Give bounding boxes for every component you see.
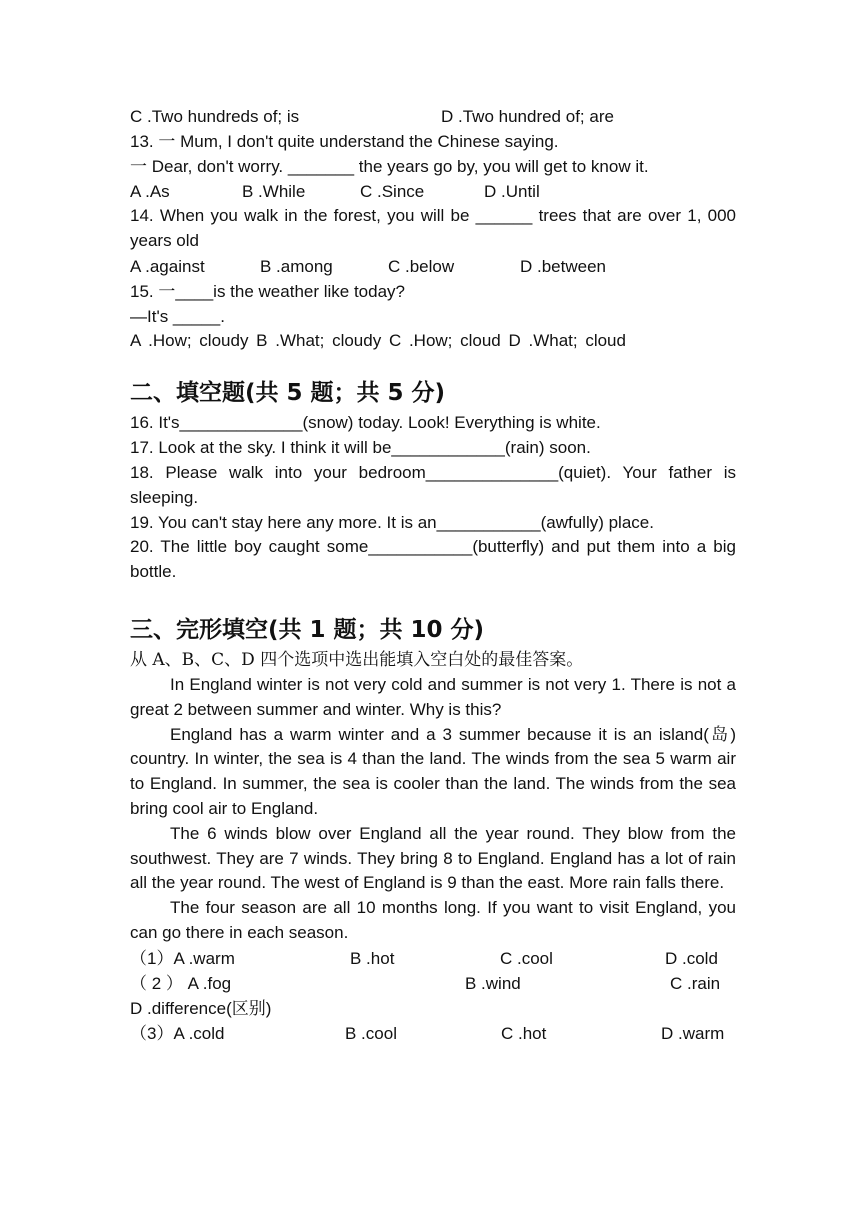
cloze-q3-option-b: B .cool: [345, 1023, 397, 1043]
cloze-q3-options: [130, 1021, 736, 1046]
q13-option-a: A .As: [130, 182, 170, 201]
q13-question: 13. 一 Mum, I don't quite understand the Chinese saying.: [130, 132, 559, 151]
cloze-q1-option-a: （1）A .warm: [130, 948, 235, 968]
q13-option-d: D .Until: [484, 182, 540, 201]
q19: 19. You can't stay here any more. It is an___________(awfully) place.: [130, 512, 654, 532]
cloze-q2-option-d: D .difference(区别): [130, 998, 272, 1018]
q14-option-a: A .against: [130, 256, 205, 276]
q18: 18. Please walk into your bedroom______________(quiet). Your father is sleeping.: [130, 462, 736, 507]
q14-options: [130, 254, 736, 279]
q14-option-d: D .between: [520, 256, 606, 276]
q14-option-b: B .among: [260, 256, 333, 276]
document-page: [130, 104, 736, 1046]
cloze-q3-option-a: （3）A .cold: [130, 1023, 225, 1043]
cloze-q1-options: [130, 946, 736, 971]
q20: 20. The little boy caught some___________(butterfly) and put them into a big bottle.: [130, 537, 736, 582]
q13-option-c: C .Since: [360, 182, 425, 201]
cloze-q2-option-b: B .wind: [465, 973, 521, 993]
cloze-q1-option-d: D .cold: [665, 948, 718, 968]
cloze-q3-option-d: D .warm: [661, 1023, 725, 1043]
q13-option-b: B .While: [242, 182, 306, 201]
q12-option-c: C .Two hundreds of; is: [130, 107, 300, 126]
q13-response: 一 Dear, don't worry. _______ the years go by, you will get to know it.: [130, 157, 649, 176]
passage-paragraph-4: The four season are all 10 months long. If you want to visit England, you can go there in each season.: [130, 898, 736, 942]
q15-options: A .How; cloudy B .What; cloudy C .How; cloud D .What; cloud: [130, 330, 626, 350]
q16: 16. It's_____________(snow) today. Look! Everything is white.: [130, 413, 601, 433]
passage-paragraph-2: England has a warm winter and a 3 summer because it is an island(岛) country. In winter, the sea is 4 than the land. The winds from the sea 5 warm air to England. In summer, the sea is cooler than the land. The winds from the sea bring cool air to England.: [130, 724, 736, 818]
cloze-q2-option-a: （ 2 ） A .fog: [130, 973, 232, 993]
passage-paragraph-3: The 6 winds blow over England all the year round. They blow from the southwest. They are 7 winds. They bring 8 to England. England has a lot of rain all the year round. The west of England is 9 than the east. More rain falls there.: [130, 823, 736, 893]
cloze-q2-options: [130, 971, 736, 996]
section3-title: 三、完形填空(共 1 题；共 10 分): [130, 616, 485, 643]
q17: 17. Look at the sky. I think it will be____________(rain) soon.: [130, 438, 591, 458]
q15-question: 15. 一____is the weather like today?: [130, 281, 406, 301]
q13-options: [130, 179, 736, 204]
section2-title: 二、填空题(共 5 题；共 5 分): [130, 380, 446, 407]
cloze-q1-option-b: B .hot: [350, 948, 395, 968]
q12-options: [130, 104, 736, 129]
q12-option-d: D .Two hundred of; are: [441, 107, 614, 126]
section3-instruction: 从 A、B、C、D 四个选项中选出能填入空白处的最佳答案。: [130, 649, 584, 670]
cloze-q3-option-c: C .hot: [501, 1023, 547, 1043]
q14-question: 14. When you walk in the forest, you will be ______ trees that are over 1, 000 years old: [130, 206, 736, 250]
q14-option-c: C .below: [388, 256, 455, 276]
cloze-q1-option-c: C .cool: [500, 948, 553, 968]
passage-paragraph-1: In England winter is not very cold and summer is not very 1. There is not a great 2 between summer and winter. Why is this?: [130, 674, 736, 719]
cloze-q2-option-c: C .rain: [670, 973, 721, 993]
q15-response: —It's _____.: [130, 306, 225, 326]
